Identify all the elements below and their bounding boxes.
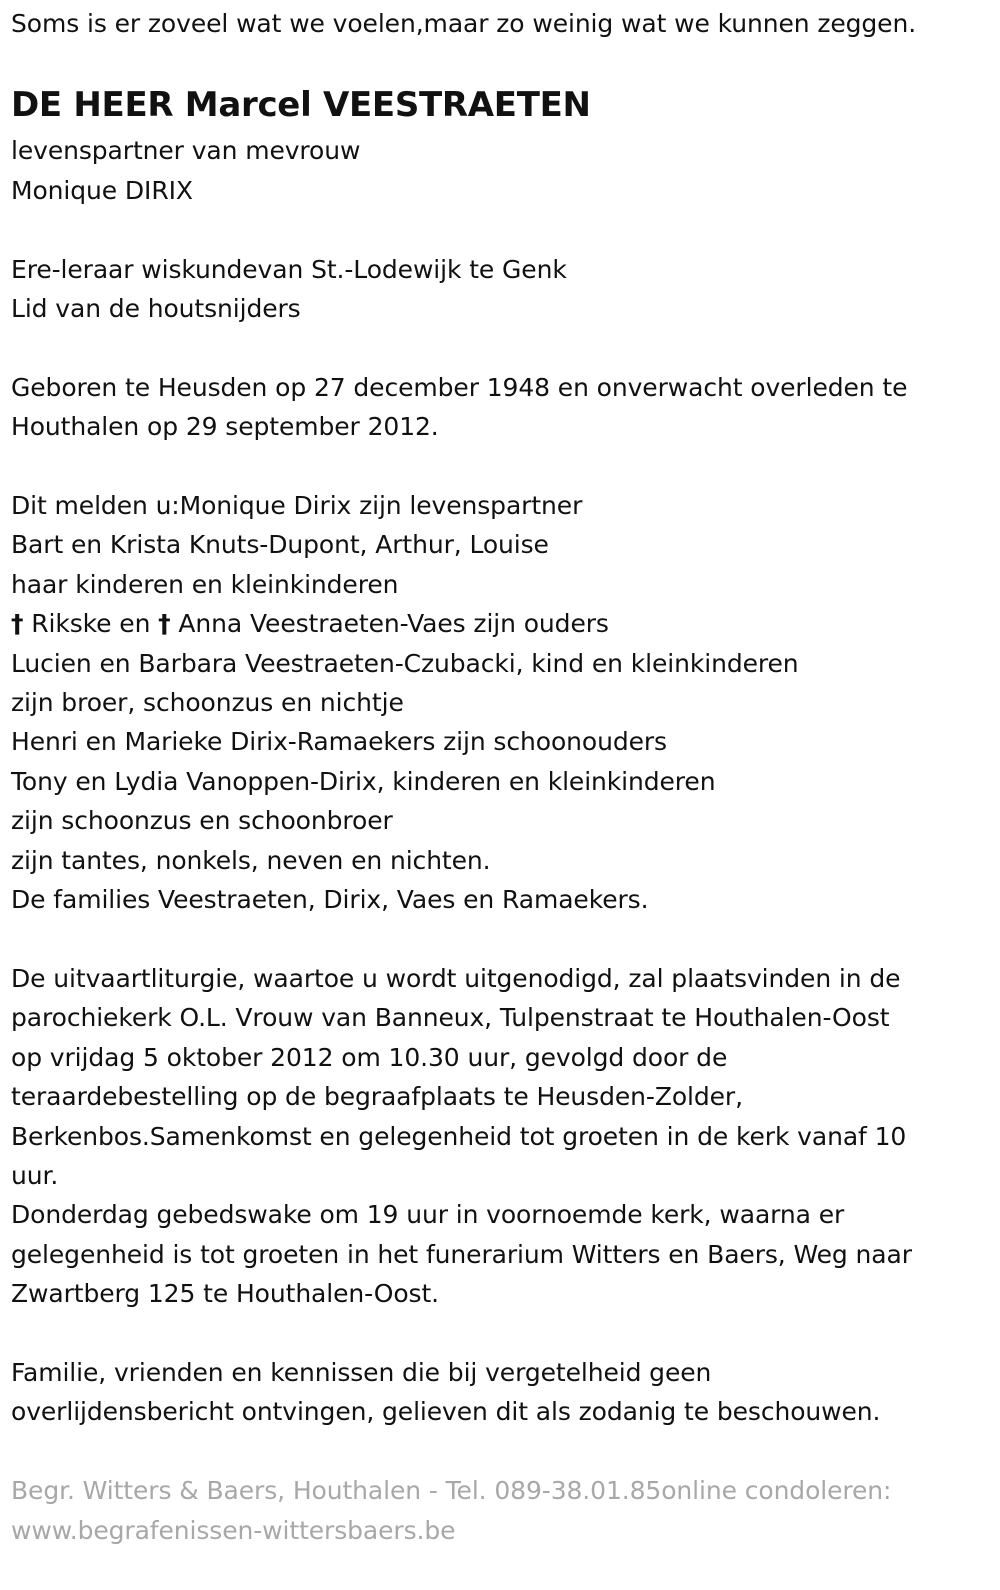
partner-line: levenspartner van mevrouw	[11, 136, 361, 166]
cross-icon: †	[11, 609, 24, 639]
spacer	[11, 1314, 1000, 1353]
family-line: Lucien en Barbara Veestraeten-Czubacki, kind en kleinkinderen	[11, 648, 799, 678]
deceased-name: DE HEER Marcel VEESTRAETEN	[11, 85, 591, 126]
parent-name: Rikske en	[23, 609, 159, 639]
funeral-home-footer	[11, 1471, 1000, 1550]
closing-line: Familie, vrienden en kennissen die bij vergetelheid geen	[11, 1357, 712, 1387]
family-line: zijn schoonzus en schoonbroer	[11, 806, 393, 836]
partner-name: Monique DIRIX	[11, 175, 193, 205]
family-line: zijn broer, schoonzus en nichtje	[11, 688, 404, 718]
birth-death-line: Geboren te Heusden op 27 december 1948 en onverwacht overleden te	[11, 372, 908, 402]
spacer	[11, 447, 1000, 486]
condolence-website: www.begrafenissen-wittersbaers.be	[11, 1515, 456, 1545]
spacer	[11, 328, 1000, 367]
ceremony-line: Berkenbos.Samenkomst en gelegenheid tot groeten in de kerk vanaf 10	[11, 1121, 907, 1151]
ceremony-line: op vrijdag 5 oktober 2012 om 10.30 uur, gevolgd door de	[11, 1042, 728, 1072]
closing-line: overlijdensbericht ontvingen, gelieven dit als zodanig te beschouwen.	[11, 1397, 881, 1427]
role-line: Ere-leraar wiskundevan St.-Lodewijk te Genk	[11, 254, 567, 284]
closing-section	[11, 1353, 1000, 1432]
family-line: De families Veestraeten, Dirix, Vaes en Ramaekers.	[11, 885, 649, 915]
family-line-parents	[11, 604, 1000, 643]
spacer	[11, 210, 1000, 249]
parent-name: Anna Veestraeten-Vaes zijn ouders	[170, 609, 609, 639]
family-line: haar kinderen en kleinkinderen	[11, 569, 399, 599]
ceremony-line: uur.	[11, 1160, 59, 1190]
role-line: Lid van de houtsnijders	[11, 294, 301, 324]
family-line: Henri en Marieke Dirix-Ramaekers zijn schoonouders	[11, 727, 667, 757]
ceremony-line: Donderdag gebedswake om 19 uur in voornoemde kerk, waarna er	[11, 1200, 845, 1230]
funeral-home-contact: Begr. Witters & Baers, Houthalen - Tel. 089-38.01.85online condoleren:	[11, 1476, 892, 1506]
spacer	[11, 919, 1000, 958]
ceremony-line: parochiekerk O.L. Vrouw van Banneux, Tulpenstraat te Houthalen-Oost	[11, 1003, 890, 1033]
spacer	[11, 1432, 1000, 1471]
intro-quote: Soms is er zoveel wat we voelen,maar zo weinig wat we kunnen zeggen.	[11, 9, 917, 38]
family-section	[11, 486, 1000, 919]
family-line: Tony en Lydia Vanoppen-Dirix, kinderen en kleinkinderen	[11, 766, 716, 796]
birth-death-line: Houthalen op 29 september 2012.	[11, 412, 439, 442]
roles-section	[11, 250, 1000, 329]
cross-icon: †	[158, 609, 171, 639]
ceremony-section	[11, 959, 1000, 1314]
birth-death-section	[11, 368, 1000, 447]
family-line: Dit melden u:Monique Dirix zijn levenspartner	[11, 491, 583, 521]
ceremony-line: teraardebestelling op de begraafplaats te Heusden-Zolder,	[11, 1082, 743, 1112]
family-line: zijn tantes, nonkels, neven en nichten.	[11, 845, 491, 875]
partner-section	[11, 131, 1000, 210]
ceremony-line: gelegenheid is tot groeten in het funerarium Witters en Baers, Weg naar	[11, 1239, 912, 1269]
ceremony-line: Zwartberg 125 te Houthalen-Oost.	[11, 1279, 440, 1309]
family-line: Bart en Krista Knuts-Dupont, Arthur, Louise	[11, 530, 549, 560]
ceremony-line: De uitvaartliturgie, waartoe u wordt uitgenodigd, zal plaatsvinden in de	[11, 963, 901, 993]
